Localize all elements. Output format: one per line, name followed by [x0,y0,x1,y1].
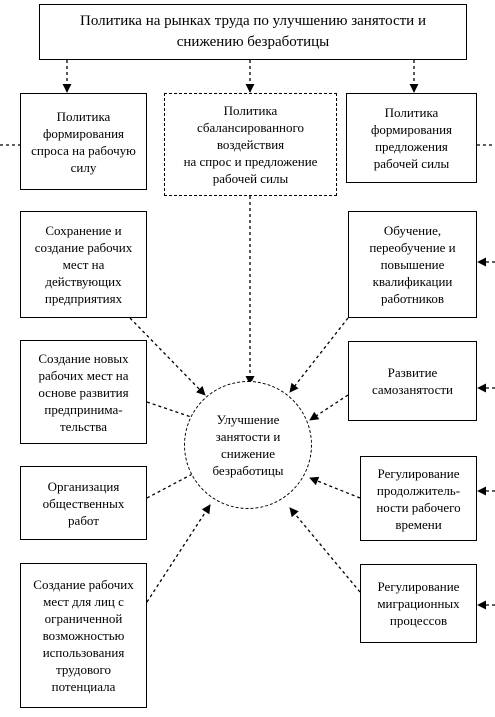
right-measure-2: Развитие самозанятости [348,341,477,421]
connector-right-4-to-center [290,508,360,592]
connector-right-1-to-center [290,318,348,392]
connector-right-2-to-center [310,395,348,420]
connector-left-4-to-center [147,505,210,602]
left-measure-3: Организация общественных работ [20,466,147,540]
diagram-title-box: Политика на рынках труда по улучшению занятости и снижению безработицы [39,4,467,60]
policy-demand-box: Политика формирования спроса на рабочую силу [20,93,147,190]
left-measure-2: Создание новых рабочих мест на основе развития предпринима- тельства [20,340,147,444]
connector-right-3-to-center [310,478,360,498]
right-measure-3: Регулирование продолжитель- ности рабочего времени [360,456,477,541]
left-measure-1: Сохранение и создание рабочих мест на действующих предприятиях [20,211,147,318]
left-measure-4: Создание рабочих мест для лиц с ограниченной возможностью использования трудового потенциала [20,563,147,708]
policy-balanced-box: Политика сбалансированного воздействия на спрос и предложение рабочей силы [164,93,337,196]
center-goal-circle: Улучшение занятости и снижение безработицы [184,381,312,509]
policy-supply-box: Политика формирования предложения рабочей силы [346,93,477,183]
right-measure-4: Регулирование миграционных процессов [360,564,477,643]
right-measure-1: Обучение, переобучение и повышение квалификации работников [348,211,477,318]
